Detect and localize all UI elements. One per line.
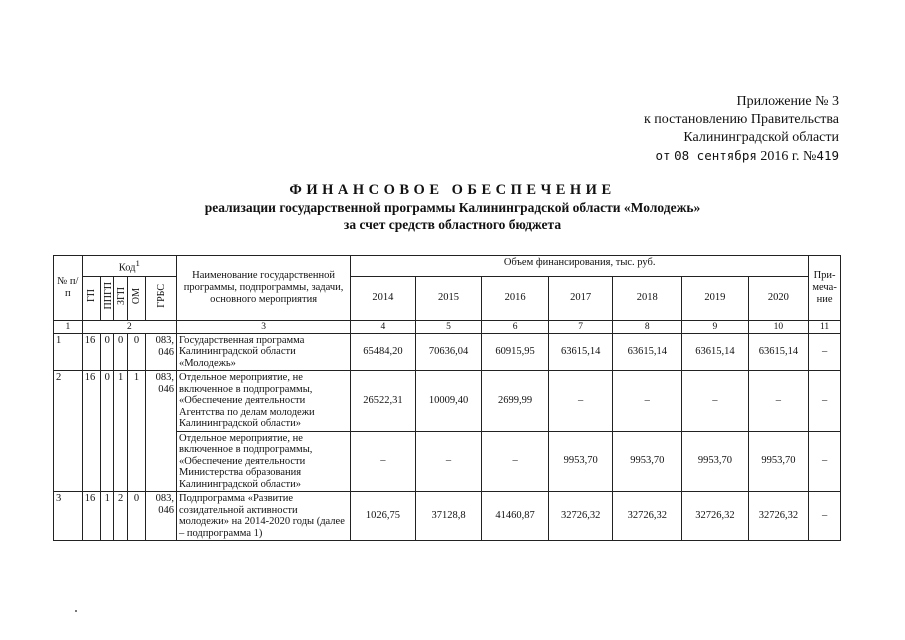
header-code-gp [82, 276, 100, 320]
note-cell: – [809, 371, 841, 432]
value-2020: 32726,32 [748, 492, 808, 541]
row-name: Отдельное мероприятие, не включенное в подпрограммы, «Обеспечение деятельности Агентства по делам молодежи Калининградской области» [176, 371, 350, 432]
appendix-line-2: к постановлению Правительства [643, 112, 839, 127]
value-2019: – [682, 371, 749, 432]
header-year-2014: 2014 [351, 276, 416, 320]
header-code-grbs [146, 276, 177, 320]
value-2015: 10009,40 [415, 371, 482, 432]
value-2015: 37128,8 [415, 492, 482, 541]
code-ppgp: 0 [101, 333, 114, 371]
row-num: 1 [54, 333, 83, 371]
value-2017: 63615,14 [548, 333, 613, 371]
col-number: 5 [415, 320, 482, 333]
scan-speck [75, 610, 77, 612]
value-2020: – [748, 371, 808, 432]
header-year-2016: 2016 [482, 276, 549, 320]
note-cell: – [809, 333, 841, 371]
value-2016: 41460,87 [482, 492, 549, 541]
column-number-row [54, 320, 841, 333]
header-note: При-меча-ние [809, 256, 841, 321]
value-2018: 32726,32 [613, 492, 682, 541]
value-2014: 26522,31 [351, 371, 416, 432]
row-name: Отдельное мероприятие, не включенное в подпрограммы, «Обеспечение деятельности Министерства образования Калининградской области» [176, 431, 350, 492]
value-2014: – [351, 431, 416, 492]
code-om: 0 [127, 333, 145, 371]
header-num: № п/п [54, 256, 83, 321]
code-zgp: 1 [114, 371, 127, 492]
header-year-2018: 2018 [613, 276, 682, 320]
table-row [54, 492, 841, 541]
value-2016: – [482, 431, 549, 492]
appendix-block [644, 93, 839, 166]
value-2018: 63615,14 [613, 333, 682, 371]
header-code-ppgp-label: ППГП [103, 282, 115, 310]
note-cell: – [809, 492, 841, 541]
header-code-sup: 1 [135, 258, 140, 268]
table-row [54, 333, 841, 371]
header-code-grbs-label: ГРБС [155, 284, 167, 308]
appendix-date-line [644, 147, 839, 166]
code-grbs: 083, 046 [146, 333, 177, 371]
header-code-gp-label: ГП [85, 289, 97, 303]
col-number: 10 [748, 320, 808, 333]
code-ppgp: 1 [101, 492, 114, 541]
col-number: 1 [54, 320, 83, 333]
header-code-zgp-label: ЗГП [116, 286, 128, 305]
header-code-label: Код [118, 262, 136, 274]
value-2015: 70636,04 [415, 333, 482, 371]
header-code-om-label: ОМ [130, 287, 142, 305]
col-number: 6 [482, 320, 549, 333]
header-row-2 [54, 276, 841, 320]
value-2018: – [613, 371, 682, 432]
value-2020: 63615,14 [748, 333, 808, 371]
value-2019: 63615,14 [682, 333, 749, 371]
header-volume: Объем финансирования, тыс. руб. [351, 256, 809, 277]
title-line-2: реализации государственной программы Калининградской области «Молодежь» [204, 200, 701, 215]
appendix-line-3: Калининградской области [683, 130, 839, 145]
code-zgp: 2 [114, 492, 127, 541]
table-row [54, 371, 841, 432]
code-zgp: 0 [114, 333, 127, 371]
header-year-2019: 2019 [682, 276, 749, 320]
doc-number: 419 [816, 148, 839, 163]
header-year-2015: 2015 [415, 276, 482, 320]
col-number: 4 [351, 320, 416, 333]
header-year-2017: 2017 [548, 276, 613, 320]
code-om: 1 [127, 371, 145, 492]
header-row-1 [54, 256, 841, 277]
code-grbs: 083, 046 [146, 492, 177, 541]
value-2020: 9953,70 [748, 431, 808, 492]
row-name: Подпрограмма «Развитие созидательной активности молодежи» на 2014-2020 годы (далее – подпрограмма 1) [176, 492, 350, 541]
document-title [0, 181, 905, 233]
code-om: 0 [127, 492, 145, 541]
financing-table [53, 255, 841, 541]
value-2019: 9953,70 [682, 431, 749, 492]
note-cell: – [809, 431, 841, 492]
row-num: 3 [54, 492, 83, 541]
col-number: 9 [682, 320, 749, 333]
code-gp: 16 [82, 492, 100, 541]
header-code [82, 256, 176, 277]
code-grbs: 083, 046 [146, 371, 177, 492]
title-main: ФИНАНСОВОЕ ОБЕСПЕЧЕНИЕ [289, 182, 616, 198]
header-code-ppgp [101, 276, 114, 320]
date-value: 08 сентября [674, 148, 757, 163]
value-2017: 32726,32 [548, 492, 613, 541]
code-gp: 16 [82, 333, 100, 371]
code-gp: 16 [82, 371, 100, 492]
value-2015: – [415, 431, 482, 492]
col-number: 11 [809, 320, 841, 333]
header-code-om [127, 276, 145, 320]
value-2017: – [548, 371, 613, 432]
row-name: Государственная программа Калининградской области «Молодежь» [176, 333, 350, 371]
header-year-2020: 2020 [748, 276, 808, 320]
col-number: 3 [176, 320, 350, 333]
title-line-3: за счет средств областного бюджета [343, 217, 562, 232]
value-2017: 9953,70 [548, 431, 613, 492]
value-2016: 2699,99 [482, 371, 549, 432]
value-2014: 65484,20 [351, 333, 416, 371]
value-2019: 32726,32 [682, 492, 749, 541]
code-ppgp: 0 [101, 371, 114, 492]
col-number: 7 [548, 320, 613, 333]
header-name: Наименование государственной программы, подпрограммы, задачи, основного мероприятия [176, 256, 350, 321]
value-2014: 1026,75 [351, 492, 416, 541]
value-2016: 60915,95 [482, 333, 549, 371]
row-num: 2 [54, 371, 83, 492]
date-suffix: 2016 г. № [760, 149, 817, 164]
col-number: 8 [613, 320, 682, 333]
value-2018: 9953,70 [613, 431, 682, 492]
date-prefix: от [655, 148, 671, 163]
appendix-line-1: Приложение № 3 [736, 94, 839, 109]
col-number: 2 [82, 320, 176, 333]
header-code-zgp [114, 276, 127, 320]
